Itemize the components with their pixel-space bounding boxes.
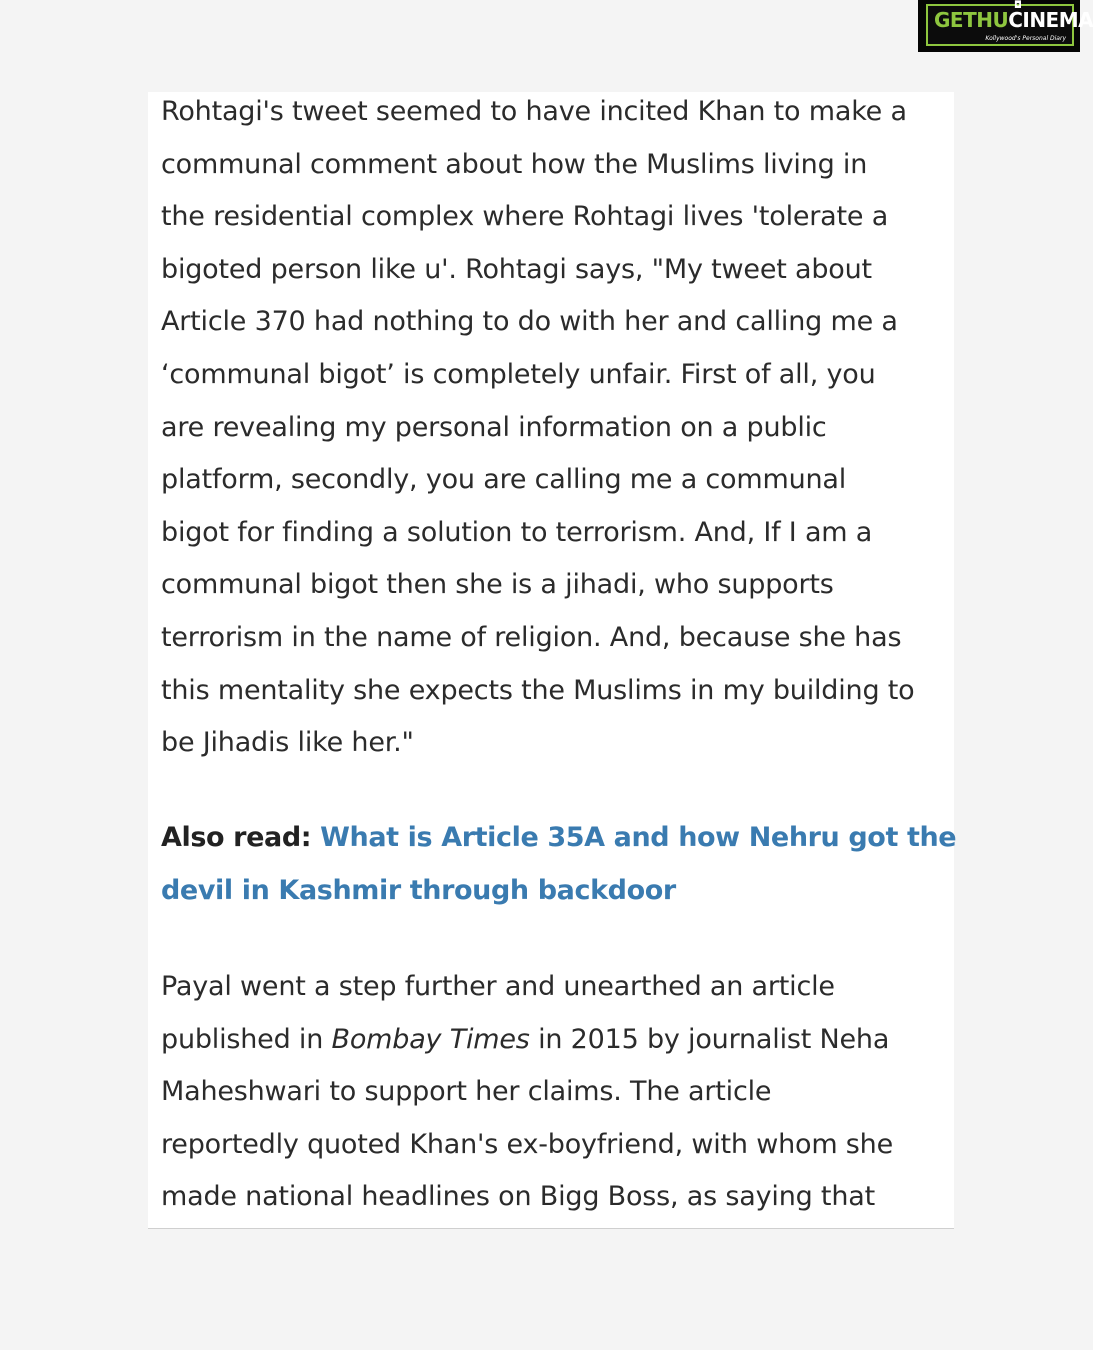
paragraph-line: this mentality she expects the Muslims in my building to [161, 674, 915, 706]
paragraph-payal-article [161, 961, 981, 1224]
gethucinema-watermark [918, 0, 1093, 52]
paragraph-line: bigoted person like u'. Rohtagi says, "My tweet about [161, 253, 872, 285]
camera-icon: ◘ [1014, 0, 1022, 11]
paragraph-line [161, 1014, 981, 1067]
text-run: published in [161, 1023, 332, 1055]
article-body [148, 92, 957, 1229]
also-read-label: Also read: [161, 822, 321, 853]
paragraph-line: the residential complex where Rohtagi lives 'tolerate a [161, 201, 889, 233]
also-read-line [161, 812, 956, 865]
watermark-brand [934, 9, 1093, 31]
watermark-tagline: Kollywood's Personal Diary [985, 35, 1066, 42]
paragraph-line: bigot for finding a solution to terrorism. And, If I am a [161, 516, 873, 548]
watermark-brand-part2: CINEMA [1008, 8, 1093, 32]
also-read-link[interactable]: What is Article 35A and how Nehru got the [320, 822, 957, 853]
paragraph-line: Maheshwari to support her claims. The article [161, 1076, 772, 1108]
also-read-line [161, 865, 956, 918]
paragraph-line: are revealing my personal information on a public [161, 411, 827, 443]
paragraph-line: be Jihadis like her." [161, 727, 414, 759]
paragraph-rohtagi-quote [161, 86, 981, 770]
paragraph-line: reportedly quoted Khan's ex-boyfriend, with whom she [161, 1128, 893, 1160]
paragraph-line: Payal went a step further and unearthed an article [161, 971, 835, 1002]
paragraph-line: ‘communal bigot’ is completely unfair. First of all, you [161, 358, 876, 390]
paragraph-line: Article 370 had nothing to do with her and calling me a [161, 306, 898, 338]
paragraph-line: communal comment about how the Muslims living in [161, 148, 868, 180]
also-read-link-continued[interactable]: devil in Kashmir through backdoor [161, 874, 676, 906]
watermark-logo [926, 0, 1093, 46]
also-read-block [161, 812, 956, 917]
paragraph-line: communal bigot then she is a jihadi, who supports [161, 569, 834, 601]
publication-name: Bombay Times [331, 1023, 530, 1055]
paragraph-line: Rohtagi's tweet seemed to have incited Khan to make a [161, 96, 907, 127]
text-run: in 2015 by journalist Neha [529, 1023, 890, 1055]
paragraph-line: terrorism in the name of religion. And, because she has [161, 621, 902, 653]
watermark-brand-part1: GETHU [934, 8, 1009, 32]
paragraph-line: platform, secondly, you are calling me a communal [161, 464, 847, 496]
paragraph-line: made national headlines on Bigg Boss, as saying that [161, 1181, 875, 1213]
